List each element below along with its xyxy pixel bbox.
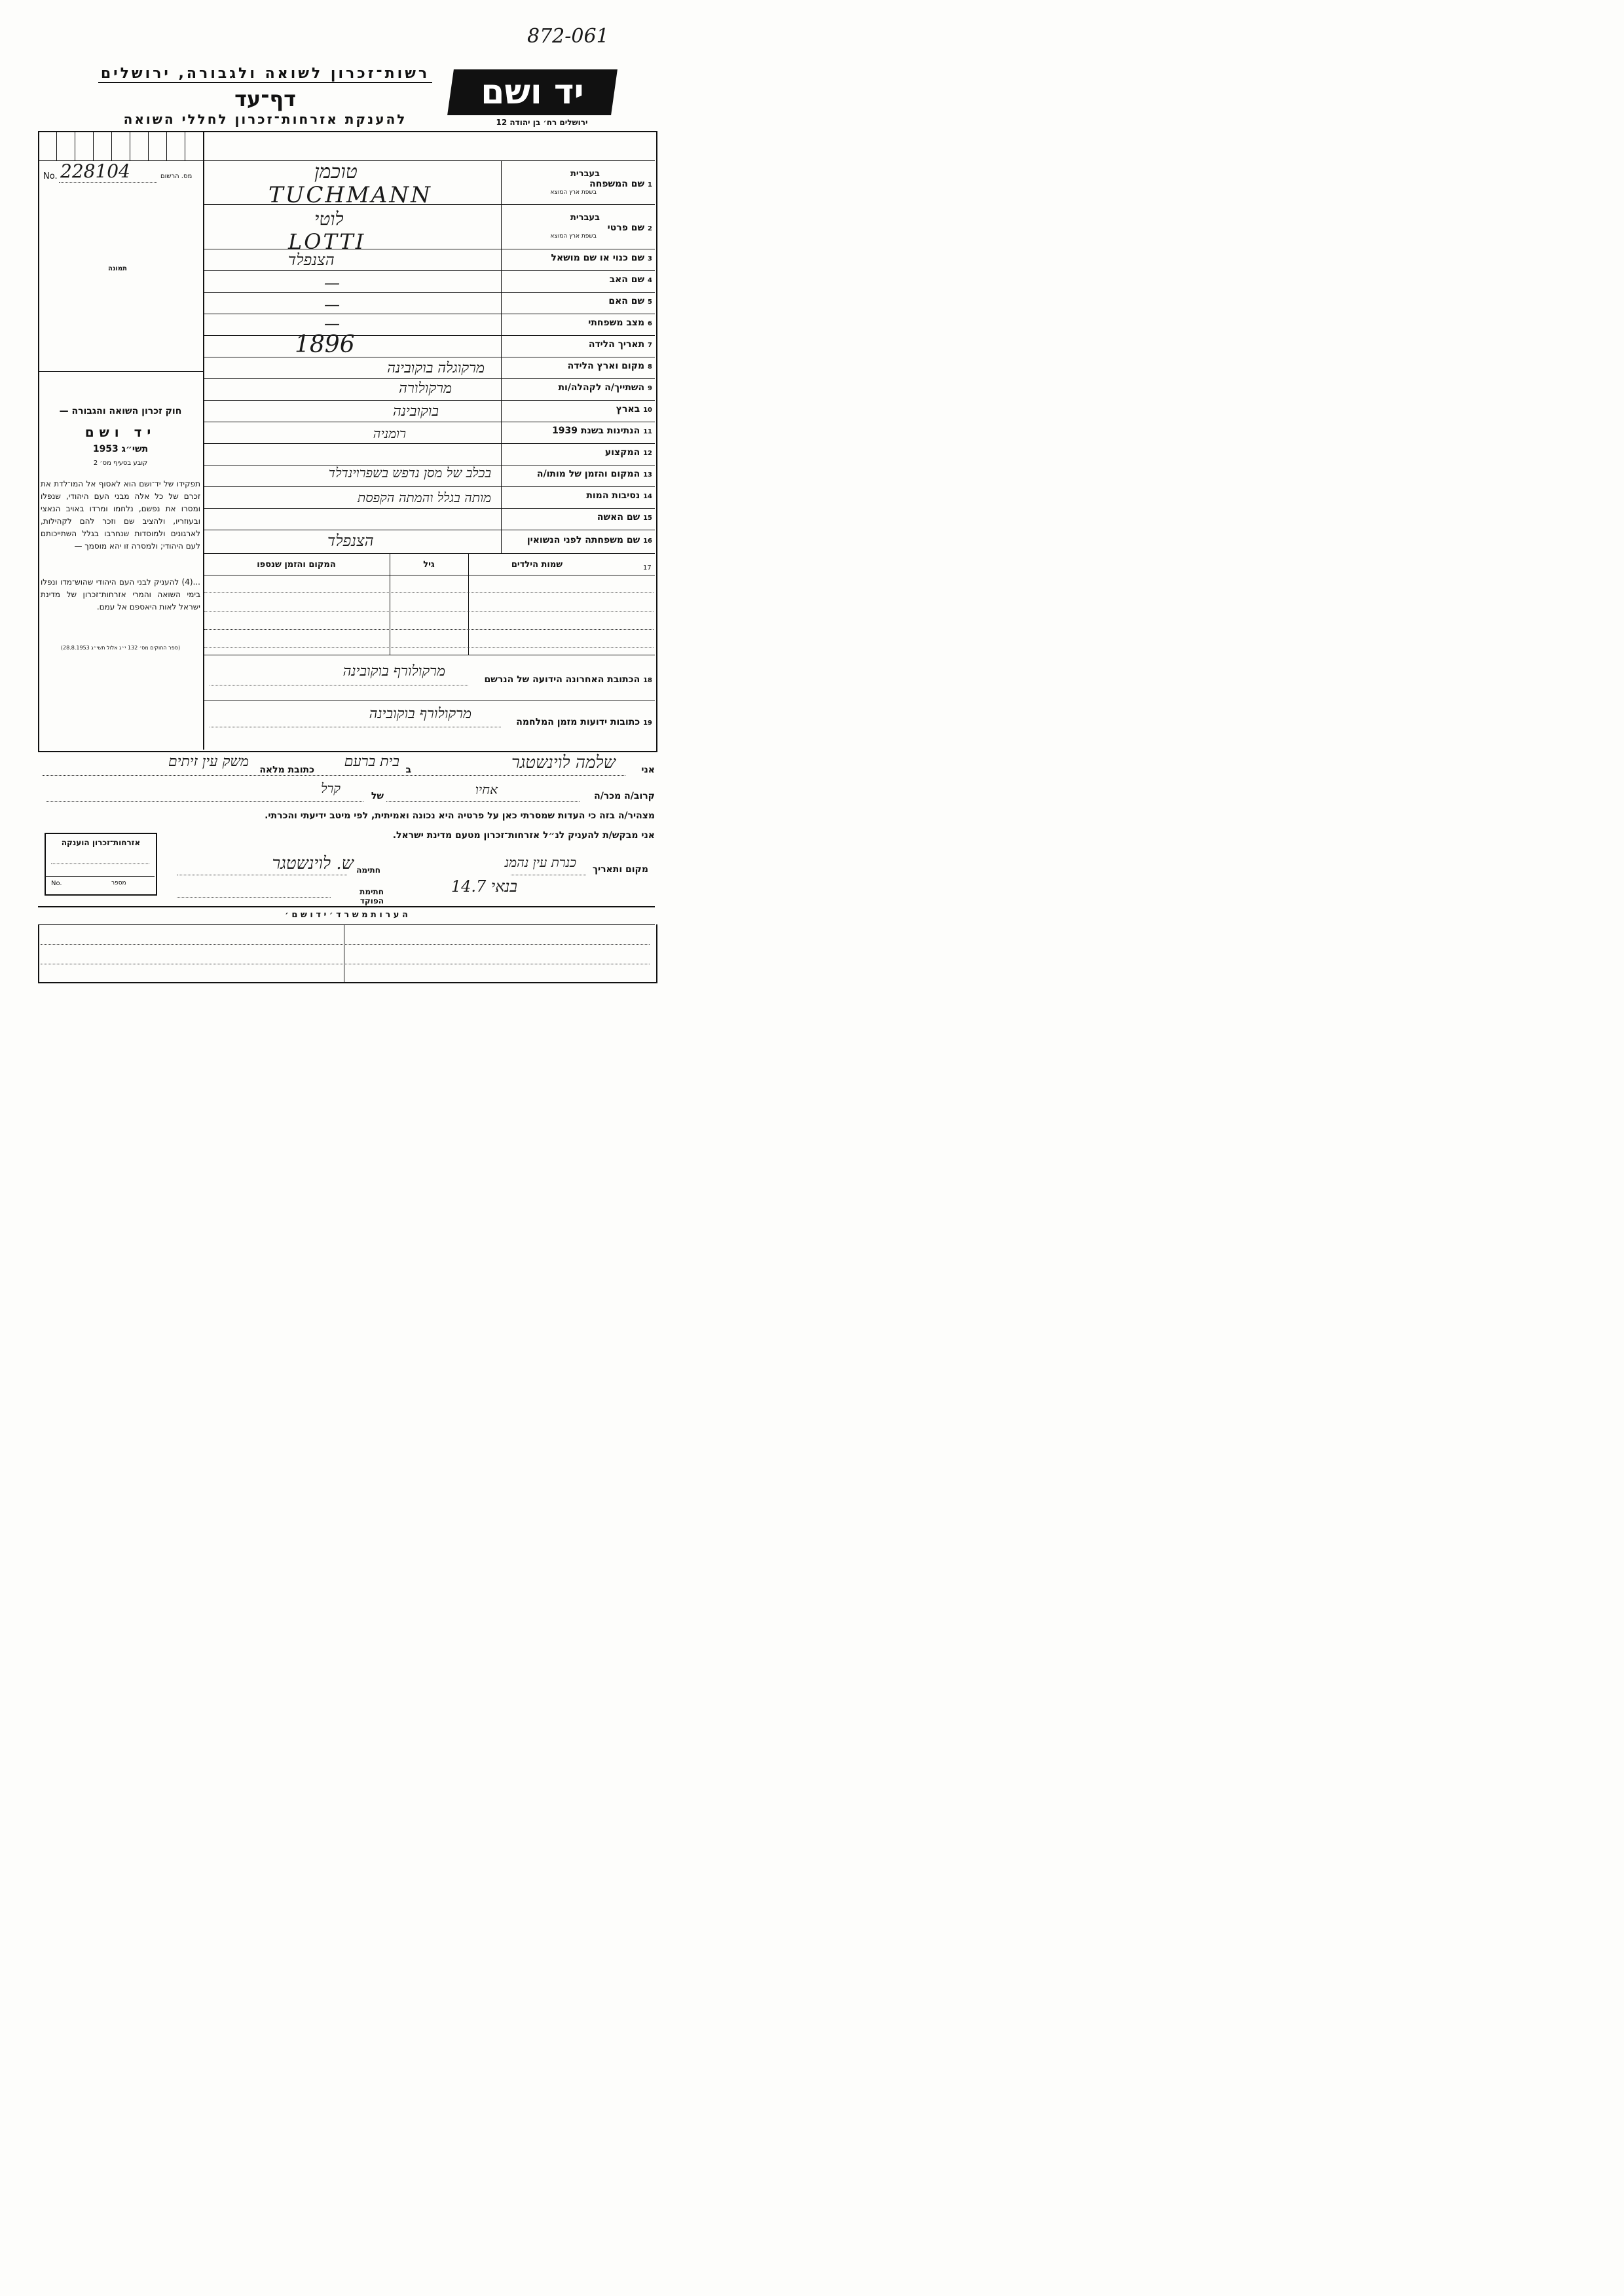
- field-6-label: [504, 318, 652, 328]
- field-11-title: הנתינות בשנת 1939: [552, 426, 640, 436]
- logo-text: יד ושם: [481, 73, 584, 112]
- yad-vashem-logo: [447, 69, 618, 115]
- form-subtitle: להענקת אזרחות־זכרון לחללי השואה: [123, 111, 407, 127]
- field-3-value: הצנפלד: [288, 251, 335, 269]
- field-3-num: 3: [648, 255, 652, 263]
- field-1-sub-native: בשפת ארץ המוצא: [550, 189, 597, 196]
- header-authority: רשות־זכרון לשואה ולגבורה, ירושלים: [98, 65, 432, 83]
- field-10-num: 10: [643, 407, 652, 414]
- field-13-num: 13: [643, 471, 652, 479]
- field-9-label: [504, 382, 652, 393]
- field-8-value: מרקוגלה בוקובינה: [387, 360, 485, 376]
- field-18-num: 18: [643, 677, 652, 684]
- registration-no-label: No.: [43, 172, 58, 181]
- decl-b-value: בית ברעם: [344, 754, 399, 770]
- field-14-num: 14: [643, 493, 652, 500]
- field-5-num: 5: [648, 299, 652, 306]
- field-9-num: 9: [648, 385, 652, 392]
- field-8-num: 8: [648, 363, 652, 371]
- law-paragraph-2: ...(4) להעניק לבני העם היהודי שהוש־מדו ונפלו בימי השואה והמרי אזרחות־זכרון של מדינת ישראל לאות היאספם אל עמם.: [41, 577, 200, 611]
- decl-name-value: שלמה לוינשטגר: [511, 753, 616, 773]
- field-6-value: —: [324, 314, 340, 333]
- field-2-value-native: LOTTI: [288, 229, 366, 254]
- field-1-num: 1: [648, 181, 652, 189]
- decl-statement-2: אני מבקש/ת להעניק לנ״ל אזרחות־זכרון מטעם מדינת ישראל.: [392, 830, 655, 841]
- field-10-title: בארץ: [616, 404, 640, 414]
- field-18-title: הכתובת האחרונה הידועה של הנרשם: [484, 674, 640, 685]
- date-value: בנאי 14.7: [451, 877, 517, 896]
- field-7-label: [504, 339, 652, 350]
- field-15-title: שם האשה: [597, 512, 640, 522]
- footer-remarks-title: ה ע ר ו ת מ ש ר ד ׳ י ד ו ש ם ׳: [285, 910, 408, 920]
- field-18-value: מרקולורף בוקובינה: [342, 663, 445, 680]
- top-archive-number: 872-061: [527, 25, 609, 48]
- decl-address-value: משק עין זיתים: [168, 754, 249, 770]
- field-2-sub-hebrew: בעברית: [570, 213, 600, 223]
- law-title: יד ושם: [84, 424, 157, 440]
- field-12-label: [504, 447, 652, 458]
- field-4-num: 4: [648, 277, 652, 284]
- field-12-title: המקצוע: [604, 447, 640, 458]
- field-2-sub-native: בשפת ארץ המוצא: [550, 233, 597, 240]
- field-4-value: —: [324, 274, 340, 292]
- field-2-title: שם פרטי: [607, 223, 645, 233]
- field-19-num: 19: [643, 720, 652, 727]
- field-3-title: שם כנוי או שם מושאל: [551, 253, 645, 263]
- field-11-num: 11: [643, 428, 652, 435]
- field-3-label: [504, 253, 652, 263]
- field-16-title: שם משפחתה לפני הנשואין: [526, 535, 640, 545]
- field-4-title: שם האב: [609, 274, 645, 285]
- field-1-value-hebrew: טוכמן: [314, 160, 358, 183]
- field-2-value-hebrew: לוטי: [314, 208, 344, 230]
- law-heading: חוק זכרון השואה והגבורה —: [59, 406, 182, 416]
- field-1-title: שם המשפחה: [589, 179, 645, 189]
- stamp-mispar: מספר: [111, 880, 126, 886]
- stamp-no: No.: [51, 880, 62, 887]
- children-header-place: המקום והזמן שנספו: [257, 560, 336, 570]
- signature-value: ש. לוינשטגר: [272, 854, 354, 873]
- law-paragraph-1: תפקידו של יד־ושם הוא לאסוף אל המו־לדת את זכרם של כל אלה מבני העם היהודי, שנפלו ומסרו את נפשם, נלחמו ומרדו באויב הנאצי ובעוזריו, ולהציב שם וזכר להם לקהילות, לארגונים ולמוסדות שנחרבו בגלל השתייכותם לעם היהודי; ולמסרה זו יהא מוסמך —: [41, 479, 200, 551]
- registration-no-value: 228104: [60, 160, 130, 182]
- decl-of-value: קרל: [321, 780, 341, 796]
- field-13-value: בכלב של מסן נדפש בשפרוינדלד: [328, 465, 491, 481]
- field-7-title: תאריך הלידה: [588, 339, 645, 350]
- signature-label: חתימה: [356, 866, 380, 875]
- field-10-label: [504, 404, 652, 414]
- decl-i-label: אני: [641, 765, 655, 775]
- registration-label: מס. הרשום: [160, 173, 193, 180]
- field-18-label: [471, 674, 652, 685]
- children-num: 17: [643, 564, 652, 572]
- header-address: ירושלים רח׳ בן יהודה 12: [496, 118, 588, 127]
- field-4-label: [504, 274, 652, 285]
- field-16-num: 16: [643, 538, 652, 545]
- field-11-label: [504, 426, 652, 436]
- field-15-num: 15: [643, 515, 652, 522]
- decl-b-label: ב: [405, 765, 411, 775]
- field-16-label: [504, 535, 652, 545]
- field-5-title: שם האם: [608, 296, 645, 306]
- field-13-title: המקום והזמן של מותו/ה: [536, 469, 640, 479]
- field-5-label: [504, 296, 652, 306]
- field-16-value: הצנפלד: [327, 532, 374, 550]
- field-6-num: 6: [648, 320, 652, 327]
- citizenship-stamp-box: [45, 833, 157, 896]
- children-header-age: גיל: [423, 560, 435, 570]
- field-9-value: מרקולורה: [399, 380, 452, 397]
- field-14-title: נסיבות המות: [586, 490, 640, 501]
- decl-relative-label: קרוב/ה מכר/ה: [594, 791, 655, 801]
- children-header-names: שמות הילדים: [511, 560, 563, 570]
- field-7-value: 1896: [295, 331, 355, 358]
- field-11-value: רומניה: [373, 426, 406, 441]
- footer-remarks-box: [38, 924, 657, 983]
- law-section: קובע בסעיף מס׳ 2: [93, 460, 148, 467]
- decl-relative-value: אחיו: [475, 782, 498, 797]
- decl-address-label: כתובת מלאה: [259, 765, 314, 775]
- field-12-num: 12: [643, 450, 652, 457]
- field-14-label: [504, 490, 652, 501]
- field-1-value-native: TUCHMANN: [268, 182, 432, 208]
- field-9-title: השתייך/ה לקהלה/ות: [558, 382, 645, 393]
- field-19-value: מרקולורף בוקובינה: [369, 706, 471, 722]
- law-citation: (ספר החוקים מס׳ 132 י״ג אלול תשי״ג 28.8.1953): [60, 645, 181, 651]
- field-1-label: [504, 169, 652, 196]
- place-value: כנרת עין נהמנ: [504, 854, 576, 870]
- field-19-label: [504, 717, 652, 727]
- place-date-label: מקום ותאריך: [592, 864, 648, 875]
- law-year: תשי״ג 1953: [92, 444, 149, 454]
- photo-label: תמונה: [108, 265, 127, 272]
- field-19-title: כתובות ידועות מזמן המלחמה: [516, 717, 640, 727]
- field-8-label: [504, 361, 652, 371]
- field-1-sub-hebrew: בעברית: [570, 169, 600, 179]
- field-14-value: מותה בגלל והמתה הקפסת: [358, 490, 491, 505]
- field-2-label: [504, 213, 652, 240]
- field-15-label: [504, 512, 652, 522]
- field-6-title: מצב משפחתי: [588, 318, 645, 328]
- field-10-value: בוקובינה: [392, 403, 439, 420]
- decl-statement-1: מצהיר/ה בזה כי העדות שמסרתי כאן על פרטיה היא נכונה ואמיתית, לפי מיטב ידיעתי והכרתי.: [265, 811, 655, 821]
- field-8-title: מקום וארץ הלידה: [567, 361, 645, 371]
- stamp-title: אזרחות־זכרון הוענקה: [61, 838, 141, 847]
- field-5-value: —: [324, 295, 340, 314]
- decl-of-label: של: [371, 791, 384, 801]
- form-title: דף־עד: [234, 86, 296, 111]
- officer-signature-label: חתימת הפוקד: [360, 887, 384, 905]
- field-7-num: 7: [648, 342, 652, 349]
- field-2-num: 2: [648, 225, 652, 232]
- field-13-label: [504, 469, 652, 479]
